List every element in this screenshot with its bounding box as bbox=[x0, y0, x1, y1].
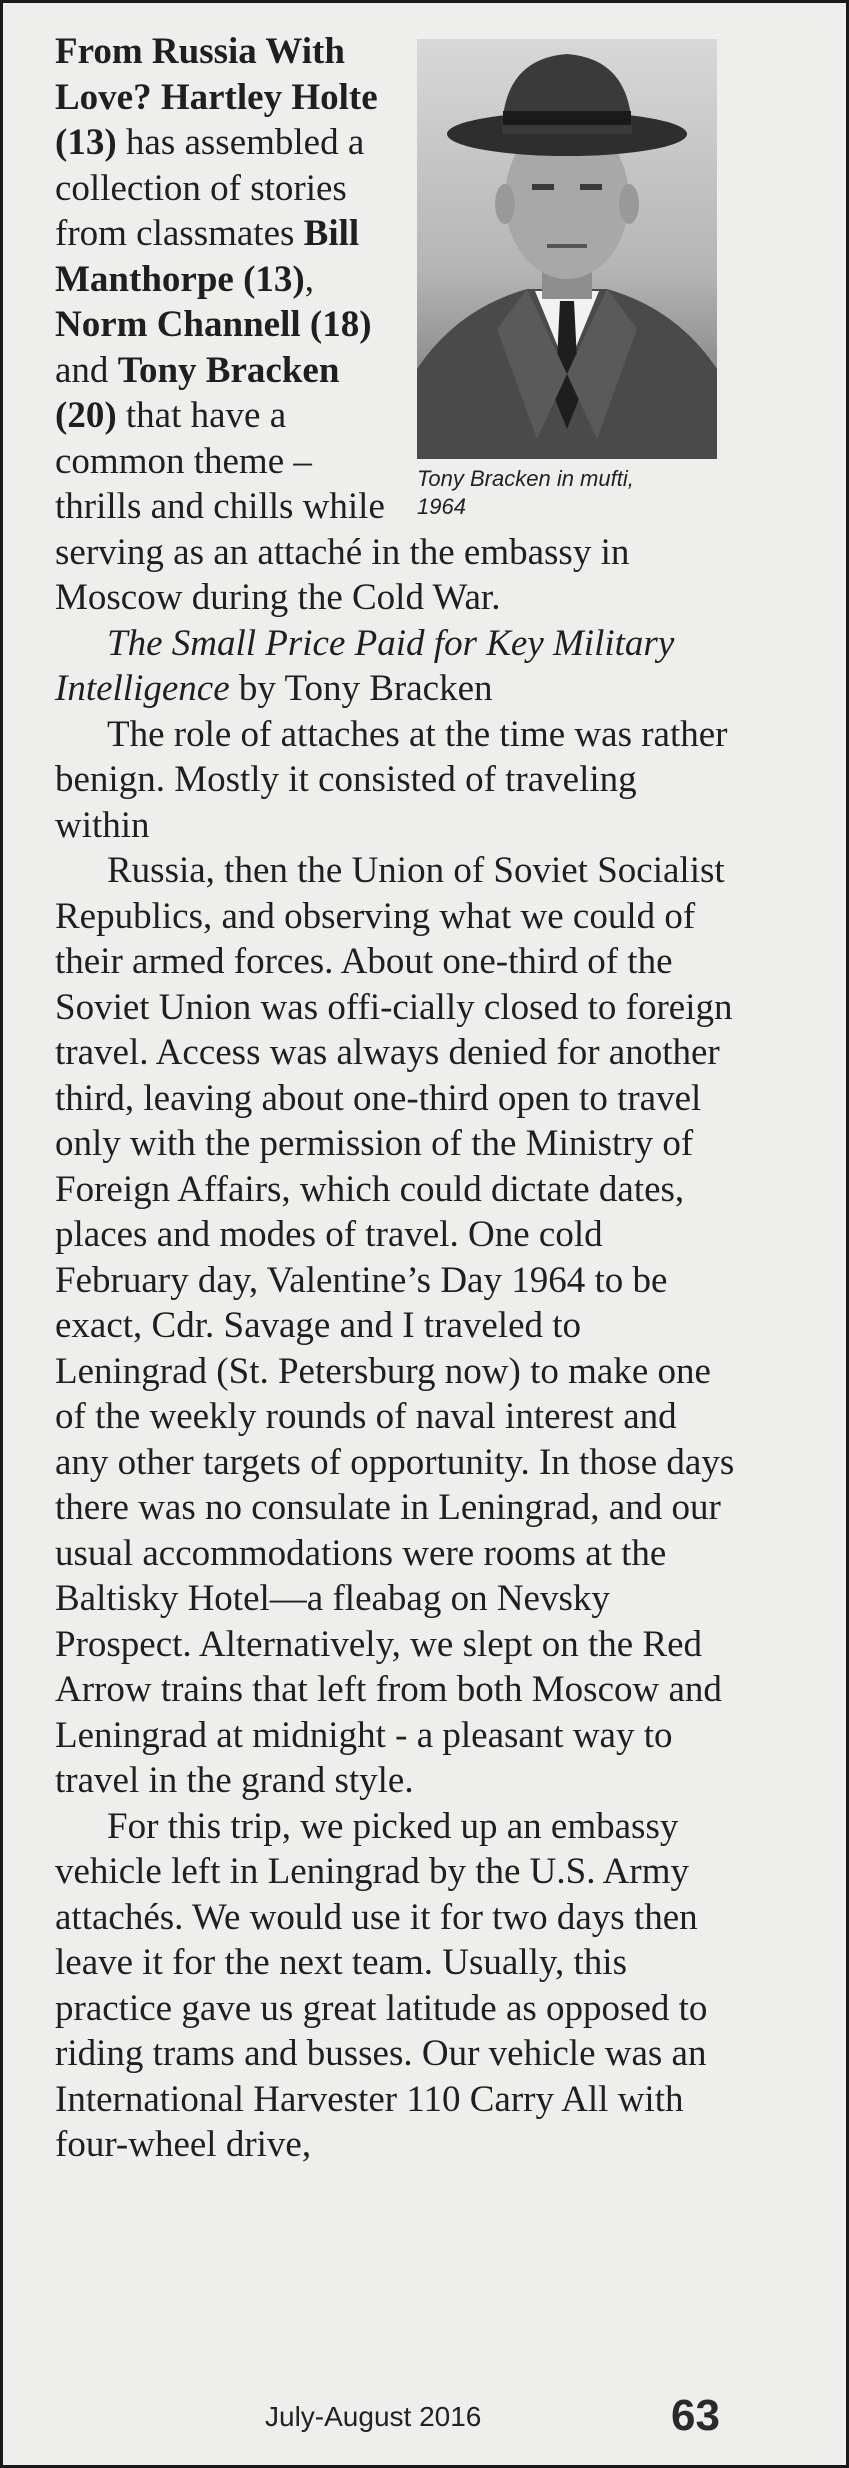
author-name: Hartley Holte (13) bbox=[55, 76, 378, 163]
paragraph-1: The role of attaches at the time was rather benign. Mostly it consisted of traveling within bbox=[55, 713, 728, 846]
intro-text-b: that have a common theme – thrills and chills while serving as an attaché in the embassy in Moscow during the Cold War. bbox=[55, 395, 630, 618]
issue-date: July-August 2016 bbox=[265, 2401, 482, 2432]
photo-caption: Tony Bracken in mufti, 1964 bbox=[417, 466, 634, 519]
headline: From Russia With Love? bbox=[55, 31, 345, 118]
story-heading bbox=[55, 621, 735, 712]
classmate-bracken: Tony Bracken (20) bbox=[55, 349, 340, 436]
comma-separator: , bbox=[304, 258, 314, 300]
paragraph-2: Russia, then the Union of Soviet Socialist Republics, and observing what we could of their armed forces. About one-third of the Soviet Union was offi-cially closed to foreign travel. Access was always denied for another third, leaving about one-third open to travel only with the permission of the Ministry of Foreign Affairs, which could dictate dates, places and modes of travel. One cold February day, Valentine’s Day 1964 to be exact, Cdr. Savage and I traveled to Leningrad (St. Petersburg now) to make one of the weekly rounds of naval interest and any other targets of opportunity. In those days there was no consulate in Leningrad, and our usual accommodations were rooms at the Baltisky Hotel—a fleabag on Nevsky Prospect. Alternatively, we slept on the Red Arrow trains that left from both Moscow and Leningrad at midnight - a pleasant way to travel in the grand style. bbox=[55, 850, 735, 1801]
page-number: 63 bbox=[671, 2391, 720, 2440]
portrait-illustration bbox=[417, 39, 717, 459]
page-footer bbox=[3, 2391, 846, 2447]
and-separator: and bbox=[55, 349, 118, 391]
photo-figure bbox=[417, 39, 735, 521]
intro-text-a: has assembled a collection of stories from classmates bbox=[55, 122, 365, 254]
classmate-manthorpe: Bill Manthorpe (13) bbox=[55, 213, 360, 300]
story-byline: by Tony Bracken bbox=[229, 668, 493, 709]
classmate-channell: Norm Channell (18) bbox=[55, 304, 372, 345]
story-title: The Small Price Paid for Key Military Intelligence bbox=[55, 622, 675, 709]
paragraph-3: For this trip, we picked up an embassy vehicle left in Leningrad by the U.S. Army attachés. We would use it for two days then leave it for the next team. Usually, this practice gave us great latitude as opposed to riding trams and busses. Our vehicle was an International Harvester 110 Carry All with four-wheel drive, bbox=[55, 1805, 708, 2165]
portrait-photo bbox=[417, 39, 717, 459]
article-body bbox=[55, 29, 735, 2168]
